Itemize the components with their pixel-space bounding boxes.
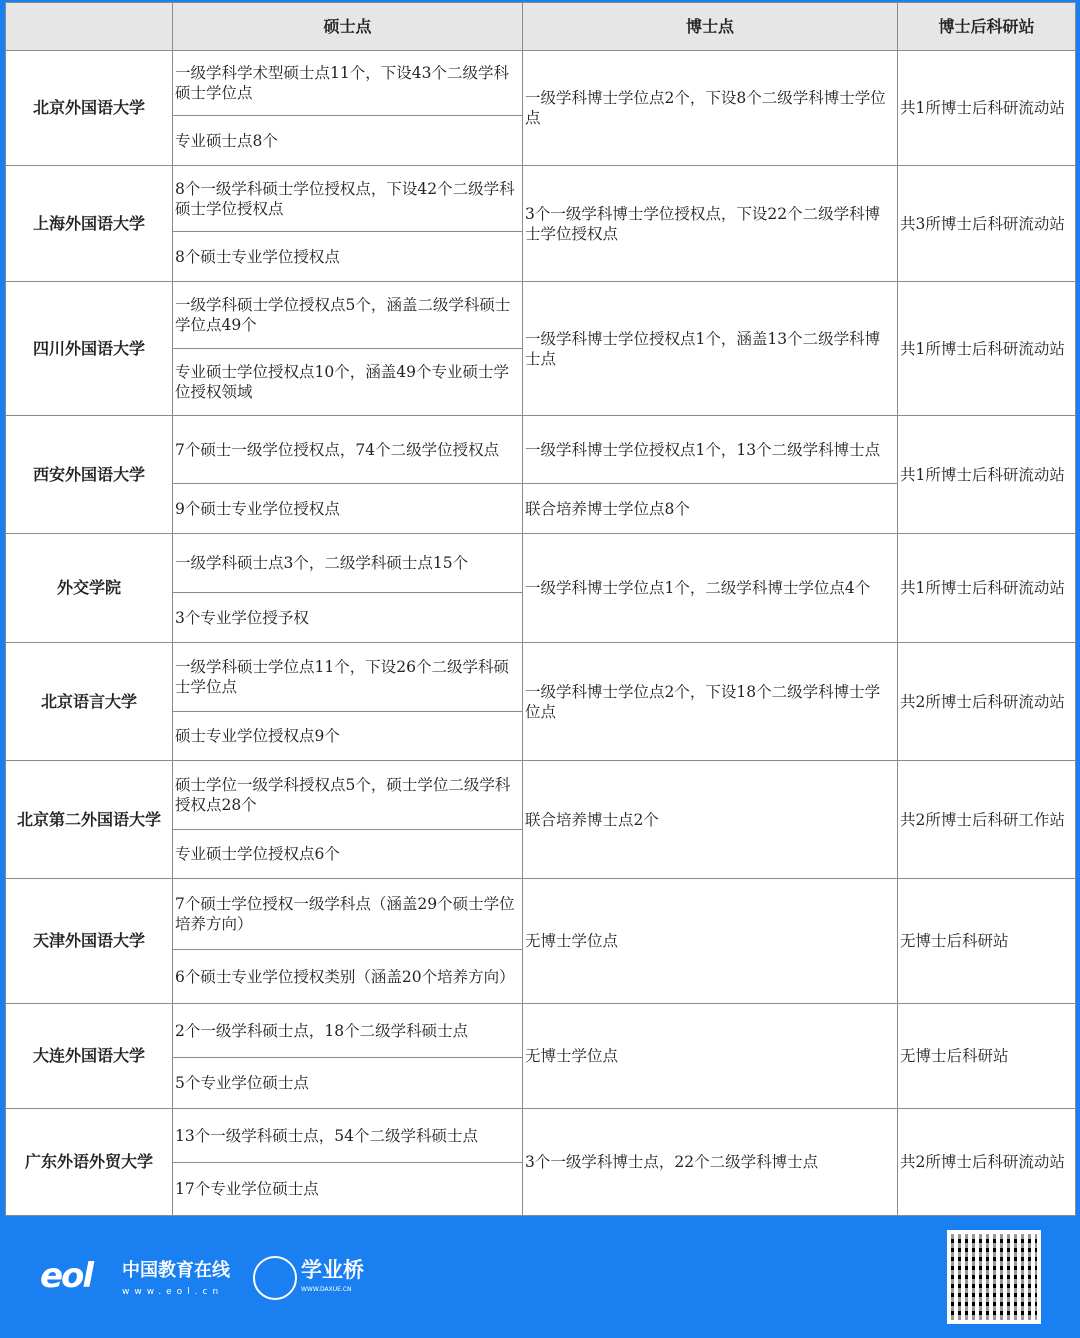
masters-cell: 5个专业学位硕士点 [173, 1058, 523, 1109]
university-name: 大连外国语大学 [6, 1004, 173, 1109]
postdoc-cell: 共1所博士后科研流动站 [898, 416, 1076, 534]
university-name: 上海外国语大学 [6, 166, 173, 282]
doctoral-cell: 联合培养博士学位点8个 [523, 484, 898, 534]
masters-cell: 硕士学位一级学科授权点5个，硕士学位二级学科授权点28个 [173, 761, 523, 830]
doctoral-cell: 3个一级学科博士点，22个二级学科博士点 [523, 1109, 898, 1216]
table-row [6, 761, 1076, 830]
header-masters: 硕士点 [173, 3, 523, 51]
masters-cell: 8个一级学科硕士学位授权点，下设42个二级学科硕士学位授权点 [173, 166, 523, 232]
university-name: 北京语言大学 [6, 643, 173, 761]
postdoc-cell: 共3所博士后科研流动站 [898, 166, 1076, 282]
postdoc-cell: 无博士后科研站 [898, 879, 1076, 1004]
masters-cell: 3个专业学位授予权 [173, 593, 523, 643]
table-row [6, 534, 1076, 593]
doctoral-cell: 一级学科博士学位授权点1个，涵盖13个二级学科博士点 [523, 282, 898, 416]
eol-name: 中国教育在线 [122, 1260, 230, 1281]
masters-cell: 专业硕士学位授权点6个 [173, 830, 523, 879]
masters-cell: 2个一级学科硕士点，18个二级学科硕士点 [173, 1004, 523, 1058]
university-name: 天津外国语大学 [6, 879, 173, 1004]
postdoc-cell: 共2所博士后科研流动站 [898, 1109, 1076, 1216]
university-name: 西安外国语大学 [6, 416, 173, 534]
masters-cell: 一级学科硕士学位点11个，下设26个二级学科硕士学位点 [173, 643, 523, 712]
doctoral-cell: 无博士学位点 [523, 879, 898, 1004]
daxue-logo-icon [253, 1256, 297, 1300]
degree-points-table [5, 2, 1076, 1216]
header-doctoral: 博士点 [523, 3, 898, 51]
masters-cell: 7个硕士一级学位授权点，74个二级学位授权点 [173, 416, 523, 484]
doctoral-cell: 一级学科博士学位点2个，下设18个二级学科博士学位点 [523, 643, 898, 761]
doctoral-cell: 一级学科博士学位点1个，二级学科博士学位点4个 [523, 534, 898, 643]
header-postdoc: 博士后科研站 [898, 3, 1076, 51]
masters-cell: 8个硕士专业学位授权点 [173, 232, 523, 282]
masters-cell: 一级学科硕士点3个，二级学科硕士点15个 [173, 534, 523, 593]
daxue-url: WWW.DAXUE.CN [301, 1286, 352, 1293]
table-row [6, 1109, 1076, 1163]
masters-cell: 13个一级学科硕士点，54个二级学科硕士点 [173, 1109, 523, 1163]
table-row [6, 1004, 1076, 1058]
university-name: 北京第二外国语大学 [6, 761, 173, 879]
postdoc-cell: 共1所博士后科研流动站 [898, 51, 1076, 166]
eol-url: www.eol.cn [122, 1287, 224, 1297]
university-name: 广东外语外贸大学 [6, 1109, 173, 1216]
qr-code-icon [947, 1230, 1041, 1324]
doctoral-cell: 一级学科博士学位点2个，下设8个二级学科博士学位点 [523, 51, 898, 166]
footer-banner [0, 1216, 1080, 1338]
table-row [6, 51, 1076, 116]
table-row [6, 643, 1076, 712]
university-name: 北京外国语大学 [6, 51, 173, 166]
table-row [6, 879, 1076, 950]
masters-cell: 7个硕士学位授权一级学科点（涵盖29个硕士学位培养方向） [173, 879, 523, 950]
daxue-name: 学业桥 [301, 1258, 364, 1282]
postdoc-cell: 无博士后科研站 [898, 1004, 1076, 1109]
table-row [6, 416, 1076, 484]
masters-cell: 硕士专业学位授权点9个 [173, 712, 523, 761]
doctoral-cell: 联合培养博士点2个 [523, 761, 898, 879]
masters-cell: 9个硕士专业学位授权点 [173, 484, 523, 534]
postdoc-cell: 共2所博士后科研流动站 [898, 643, 1076, 761]
masters-cell: 专业硕士点8个 [173, 116, 523, 166]
university-name: 四川外国语大学 [6, 282, 173, 416]
masters-cell: 专业硕士学位授权点10个，涵盖49个专业硕士学位授权领域 [173, 349, 523, 416]
masters-cell: 17个专业学位硕士点 [173, 1163, 523, 1216]
doctoral-cell: 3个一级学科博士学位授权点，下设22个二级学科博士学位授权点 [523, 166, 898, 282]
eol-logo: eol [40, 1256, 93, 1296]
masters-cell: 一级学科学术型硕士点11个，下设43个二级学科硕士学位点 [173, 51, 523, 116]
doctoral-cell: 无博士学位点 [523, 1004, 898, 1109]
postdoc-cell: 共2所博士后科研工作站 [898, 761, 1076, 879]
masters-cell: 6个硕士专业学位授权类别（涵盖20个培养方向） [173, 950, 523, 1004]
masters-cell: 一级学科硕士学位授权点5个，涵盖二级学科硕士学位点49个 [173, 282, 523, 349]
degree-table-container [5, 2, 1075, 1216]
header-university [6, 3, 173, 51]
doctoral-cell: 一级学科博士学位授权点1个，13个二级学科博士点 [523, 416, 898, 484]
table-row [6, 166, 1076, 232]
postdoc-cell: 共1所博士后科研流动站 [898, 534, 1076, 643]
table-row [6, 282, 1076, 349]
university-name: 外交学院 [6, 534, 173, 643]
postdoc-cell: 共1所博士后科研流动站 [898, 282, 1076, 416]
